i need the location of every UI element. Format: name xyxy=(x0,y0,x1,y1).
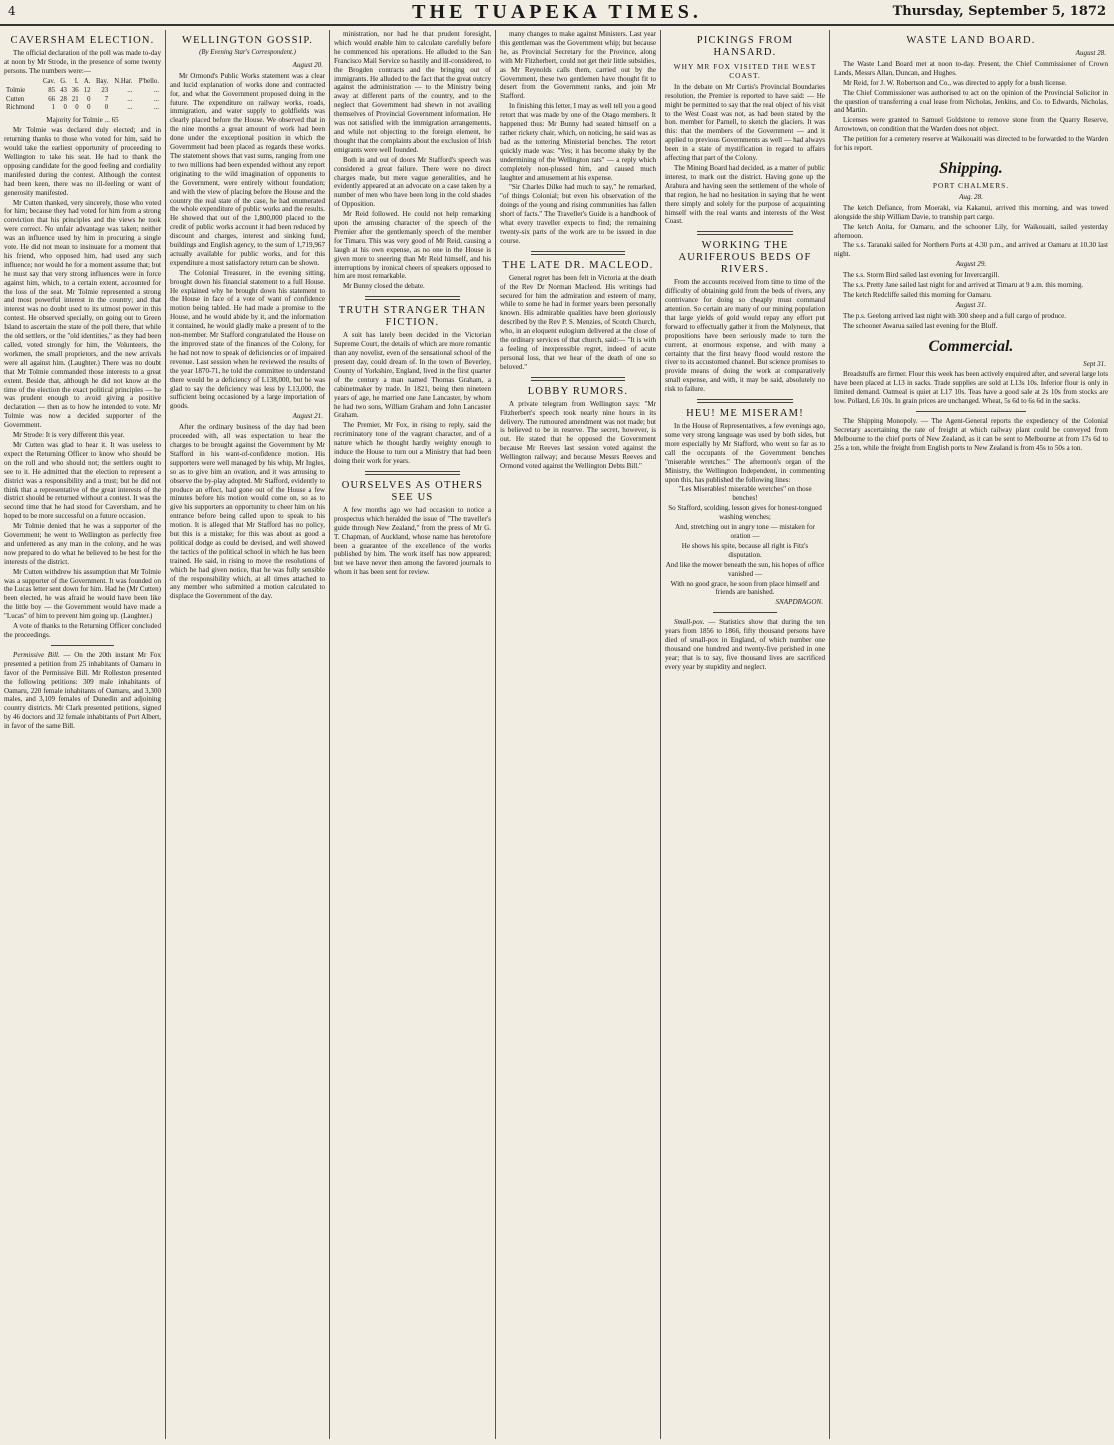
article-paragraph: The Waste Land Board met at noon to-day. Present, the Chief Commissioner of Crown Lands, Messrs Allan, Duncan, and Hughes. xyxy=(834,59,1108,77)
article-paragraph: After the ordinary business of the day had been proceeded with, all was expectation to hear the charges to be brought against the Government by Mr Stafford in his want-of-confidence motion. His supporters were well managed by his whip, Mr Ingles, so as to give him an ovation, and it was amusing to observe the by-play adopted. Mr Stafford, evidently to produce an effect, had gone out of the House a few minutes before his motion would come on, so as to give his supporters an opportunity to cheer him on his entrance before being called upon to speak to his motion. It is alleged that Mr Stafford has no policy, but this is a mistake; for this was about as good a political dodge as could be devised, and well showed the tactics of the political school in which he has been trained. He said, in rising to move the resolutions of which he had given notice, that he was fully sensible of the responsibility which, at all times attached to any member who submitted a motion calculated to displace the Government of the day. xyxy=(170,423,325,601)
article-paragraph: The ketch Anita, for Oamaru, and the schooner Lily, for Waikouaiti, sailed yesterday afternoon. xyxy=(834,222,1108,240)
permissive-bill-paragraph: Permissive Bill. — On the 20th instant Mr Fox presented a petition from 25 inhabitants of Oamaru in favor of the Permissive Bill. Mr Rolleston presented the following petitions: 309 male inhabitants of Oamaru, 220 female inhabitants of Oamaru, and 3,300 males, and 3,109 females of Dunedin and adjoining country districts. Mr Clark presented petitions, signed by 46 doctors and 32 female inhabitants of Port Albert, in favor of the same Bill. xyxy=(4,650,161,731)
article-paragraph: The s.s. Taranaki sailed for Northern Ports at 4.30 p.m., and arrived at Oamaru at 10.30 last night. xyxy=(834,241,1108,259)
truth-stranger-heading: TRUTH STRANGER THAN FICTION. xyxy=(338,305,487,329)
column-5 xyxy=(665,30,825,1439)
pickings-subheading: WHY MR FOX VISITED THE WEST COAST. xyxy=(673,62,817,80)
dateline: August 20. xyxy=(292,60,323,69)
article-paragraph: Mr Tolmie denied that he was a supporter of the Government; he went to Wellington as perfectly free and unfettered as any man in the colony, and he was now prepared to do what he believed to be best for the interests of the district. xyxy=(4,522,161,566)
dateline: August 29. xyxy=(955,260,987,269)
signature: SNAPDRAGON. xyxy=(775,598,823,607)
divider xyxy=(51,645,114,646)
poll-row-tolmie: Tolmie 85 43 36 12 23 ... ... xyxy=(6,86,159,94)
article-paragraph: The s.s. Storm Bird sailed last evening for Invercargill. xyxy=(843,271,1000,280)
poem-line: So Stafford, scolding, lesson gives for honest-tongued washing wenches; xyxy=(668,504,822,522)
caversham-heading: CAVERSHAM ELECTION. xyxy=(10,35,155,46)
article-paragraph: The s.s. Pretty Jane sailed last night for and arrived at Timaru at 9 a.m. this morning. xyxy=(843,281,1084,290)
divider xyxy=(531,377,625,381)
column-rule xyxy=(829,30,830,1439)
article-paragraph: Mr Cutten withdrew his assumption that Mr Tolmie was a supporter of the Government. It was founded on the Lucas letter sent down for him. Had he (Mr Cutten) been elected, he was afraid he would have been like the little boy — the Government would have made a "Lucas" of him to prevent him going up. (Laughter.) xyxy=(4,567,161,621)
smallpox-paragraph: Small-pox. — Statistics show that during the ten years from 1856 to 1866, fifty thousand persons have died of small-pox in England, of which number one thousand one hundred and twenty-five perished in one year; that is to say, five thousand lives are sacrificed every year by stupidity and neglect. xyxy=(665,618,825,671)
poll-table xyxy=(4,78,161,114)
article-paragraph: Both in and out of doors Mr Stafford's speech was considered a great failure. There were no direct charges made, but mere vague generalities, and he evidently appeared at an advocate on a case taken by a number of men who have been long in the cold shades of Opposition. xyxy=(334,155,491,209)
poem-line: And, stretching out in angry tone — mistaken for oration — xyxy=(674,523,816,540)
article-paragraph: The petition for a cemetery reserve at Waikouaiti was directed to be forwarded to the Warden for his report. xyxy=(834,135,1108,153)
page-number: 4 xyxy=(8,4,16,18)
article-paragraph: The Mining Board had decided, as a matter of public interest, to mark out the district. Having gone up the Arahura and having seen the settlement of the whole of that region, he had no hesitation in saying that he went there simply and solely for the purpose of acquainting himself with the real wants and interests of the West Coast. xyxy=(665,163,825,226)
ourselves-heading: OURSELVES AS OTHERS SEE US xyxy=(341,479,484,503)
poll-row-richmond: Richmond 1 0 0 0 0 ... ... xyxy=(6,104,159,112)
article-paragraph: "Sir Charles Dilke had much to say," he remarked, "of things Colonial; but even his observation of the doings of the young and rising communities has fallen short of facts." The Traveller's Guide is a handbook of what every traveller expects to find; the remaining twenty-six parts of the work are to be issued in due course. xyxy=(500,183,656,245)
dateline: Sept 31. xyxy=(1083,359,1106,368)
poem-line: With no good grace, he soon from place himself and friends are banished. xyxy=(670,579,820,597)
article-paragraph: The schooner Awarua sailed last evening for the Bluff. xyxy=(843,321,998,330)
dateline: August 31. xyxy=(955,300,987,309)
commercial-heading: Commercial. xyxy=(928,337,1014,355)
article-paragraph: Mr Reid followed. He could not help remarking upon the amusing character of the speech of the Premier after the gentlemanly speech of the member for Timaru. This was very good of Mr Reid, causing a laugh at his own expense, as no one in the House is given more to sneering than Mr Reid himself, and his interruptions by ironical cheers of speakers opposed to him are most remarkable. xyxy=(334,210,491,281)
column-3 xyxy=(334,30,491,1439)
newspaper-title: THE TUAPEKA TIMES. xyxy=(412,1,702,23)
divider xyxy=(713,612,777,613)
column-rule xyxy=(329,30,330,1439)
article-paragraph: The Chief Commissioner was authorised to act on the opinion of the Provincial Solicitor in the question of transferring a coal lease from Nicholas, Jenkins, and Co. to Edwards, Nicholas, and Martin. xyxy=(834,88,1108,115)
divider xyxy=(531,251,625,255)
article-paragraph: In finishing this letter, I may as well tell you a good retort that was made by one of the Otago members. It happened thus: Mr Bunny had seated himself on a rather rickety chair, which, on noticing, he said was as bad as the tottering Ministerial benches. The retort quickly made was: "Yes; it has become shaky by the undermining of the Wellington rats" — a reply which completely non-plussed him, and caused much laughter and amusement at his expense. xyxy=(500,102,656,182)
poem-line: "Les Miserables! miserable wretches" on those benches! xyxy=(678,485,812,503)
article-paragraph: From the accounts received from time to time of the difficulty of obtaining gold from the beds of rivers, any contrivance for doing so cheaply must command attention. So certain are many of our mining population that large yields of gold would repay any effort put forward to effectually gather it from the Molyneux, that propositions have been seriously made to turn the current, at enormous expense, and with many a certainty that the first heavy flood would restore the river to its accustomed channel. But science promises to provide means of doing the work at comparatively small expense, and with, it may be said, absolutely no risk to failure. xyxy=(665,278,825,394)
poll-row-cutten: Cutten 66 28 21 0 7 ... ... xyxy=(6,95,159,103)
article-paragraph: Mr Tolmie was declared duly elected; and in returning thanks to those who voted for him, said he would take the earliest opportunity of proceeding to Wellington to take his seat. He had to thank the opposing candidate for the good feeling and cordiality manifested during the contest. Although the contest had been keen, there was no ill-feeling or want of generosity manifested. xyxy=(4,126,161,197)
article-paragraph: General regret has been felt in Victoria at the death of the Rev Dr Norman Macleod. His writings had secured for him the admiration and esteem of many, while to some he had in former years been personally known. His admirable qualities have been gloriously described by the Rev P. S. Menzies, of Scotch Church, who, in an eloquent eulogium delivered at the close of the ordinary services of that church, said:— "It is with a feeling of inexpressible regret, indeed of acute personal loss, that we hear of the death of one so beloved." xyxy=(500,273,656,371)
article-paragraph: In the debate on Mr Curtis's Provincial Boundaries resolution, the Premier is reported to have said: — He might be permitted to say that the real object of his visit to the West Coast was not, as had been stated by the hon. member for Parnell, to sketch the glaciers. It was this: that the members of the Government — and it applied to previous Governments as well — had always been in a state of mystification in regard to affairs affecting that part of the Colony. xyxy=(665,82,825,163)
column-2 xyxy=(170,30,325,1439)
article-paragraph: In the House of Representatives, a few evenings ago, some very strong language was used by both sides, but more especially by Mr Stafford, who went so far as to call the occupants of the Government benches "miserable wretches." The afternoon's organ of the Ministry, the Wellington Independent, in commenting upon this, has published the following lines: xyxy=(665,422,825,484)
working-auriferous-heading: WORKING THE AURIFEROUS BEDS OF RIVERS. xyxy=(678,240,812,276)
article-paragraph: A suit has lately been decided in the Victorian Supreme Court, the details of which are more romantic than any novelist, even of the sensational school of the present day, could dream of. In the town of Beverley, County of Yorkshire, England, lived in the first quarter of the century a man named Thomas Graham, a cabinetmaker by trade. In 1821, being then nineteen years of age, he married one Jane Lancaster, by whom he had two sons, William Graham and John Lancaster Graham. xyxy=(334,331,491,420)
article-paragraph: The Premier, Mr Fox, in rising to reply, said the recriminatory tone of the vagrant character, and of a nature which he thought hardly weighty enough to induce the House to turn out a Ministry that had been doing their work for years. xyxy=(334,421,491,465)
article-paragraph: The p.s. Geelong arrived last night with 300 sheep and a full cargo of produce. xyxy=(843,311,1067,320)
port-chalmers-heading: PORT CHALMERS. xyxy=(932,180,1010,190)
heu-me-miseram-heading: HEU! ME MISERAM! xyxy=(686,408,804,420)
masthead xyxy=(0,0,1114,26)
poem-line: He shows his spite, because all right is Fitz's disputation. xyxy=(681,541,809,559)
macleod-heading: THE LATE DR. MACLEOD. xyxy=(502,259,654,271)
article-paragraph: A vote of thanks to the Returning Officer concluded the proceedings. xyxy=(4,622,161,639)
article-paragraph: Mr Reid, for J. W. Robertson and Co., was directed to apply for a bush license. xyxy=(843,78,1067,87)
byline: (By Evening Star's Correspondent.) xyxy=(199,49,296,56)
article-paragraph: Mr Strode: It is very different this year. xyxy=(13,431,125,440)
column-rule xyxy=(660,30,661,1439)
article-paragraph: Mr Ormond's Public Works statement was a clear and lucid explanation of works done and contracted for, and what the Government proposed doing in the future. The expenditure on railway works, roads, immigration, and water supply to goldfields was clearly placed before the House. We observed that in the nine months a great amount of work had been done under the exceptional position in which the Government had been placed as regards these works. The statement shows that vast sums, ranging from one to two millions had been expended without any report originating to the wild imagination of opponents to the Government, were entirely without foundation; and with the view of placing before the House and the country the real state of the case, he had enumerated the whole expenditure of public works and the results. He showed that out of the 1,800,000 placed to the credit of public works account it had been reduced by discount and charges, interest and sinking fund, buildings and English agency, to the sum of 1,719,967 actually available for public works, and for this expenditure a most satisfactory return can be shown. xyxy=(170,71,325,267)
article-paragraph: A few months ago we had occasion to notice a prospectus which heralded the issue of "The traveller's guide through New Zealand," from the press of Mr G. T. Chapman, of Auckland, whose name has heretofore been a guarantee of the excellence of the works published by him. The work itself has now appeared; but we have never then among the favored journals to whom it has been sent for review. xyxy=(334,505,491,577)
article-paragraph: Mr Cutten thanked, very sincerely, those who voted for him; because they had voted for him from a strong conviction that his principles and the views he took were correct. No unfair advantage was taken; neither was an influence used by him in procuring a single vote. He did not mean to insinuate for a moment that his friend, who opposed him, had used any such influence; nor would he for a moment assume that; but he must say that very strong influences were in force against him, which, to a certain extent, accounted for the loss of the seat. Mr Tolmie represented a strong and most powerful interest in the country; and that interest was no doubt used to its utmost power in this contest. He observed specially, on going out to Green Island to ascertain the state of the poll there, that while the old settlers, or the "old identities," as they had been called, voted strongly for him, the Volunteers, the workmen, the small proprietors, and the new arrivals were all against him. (Laughter.) There was no doubt that Mr Tolmie commanded those interests to a great extent. Beside that, although he did not know at the time of the election the exact political principles — he was prudent enough to avoid giving a positive declaration — then as to how he intended to vote. Mr Tolmie was now a decided supporter of the Government. xyxy=(4,198,161,430)
dateline: Aug. 28. xyxy=(959,192,983,201)
runin-title: Small-pox. xyxy=(674,618,705,627)
wellington-gossip-heading: WELLINGTON GOSSIP. xyxy=(181,35,314,46)
article-paragraph: ministration, nor had he that prudent foresight, which would enable him to calculate carefully before he commenced his operations. He alluded to the San Francisco Mail Service so hastily and ill-considered, to the Brogden contracts and the bringing out of immigrants. He alluded to the fact that the great outcry against the administration — to the Ministry being away at different parts of the country, and to the neglect that Government had shewn in not availing themselves of Provincial Government information. He was not satisfied with the immigration arrangements, and while not objecting to the foreign element, he thought that the complaints about the exclusion of Irish emigrants were well founded. xyxy=(334,30,491,154)
caversham-intro: The official declaration of the poll was made to-day at noon by Mr Strode, in the presence of some twenty persons. The numbers were:— xyxy=(4,49,161,75)
divider xyxy=(916,411,1026,412)
poem-line: And like the mower beneath the sun, his hopes of office vanished — xyxy=(665,560,825,578)
divider xyxy=(697,231,793,235)
dateline: August 21. xyxy=(292,412,323,421)
article-paragraph: The Colonial Treasurer, in the evening sitting, brought down his financial statement to a full House. He explained why he brought down his statement to the House in face of a vote of want of confidence motion being tabled. He had made a promise to the House, and he would abide by it, and the information it contained, he would gladly make a present of to the non-member. Mr Stafford congratulated the House on the improved state of the finances of the Colony, for he had not now to speak of deficiencies or of impaired revenue. Last session when he reviewed the results of the year 1870-71, he told the committee to understand there would be a deficiency of L138,000, but he was glad to say the deficiency was less by L13,000, the sufficient being occasioned by a large importation of goods. xyxy=(170,268,325,411)
article-paragraph: Licenses were granted to Samuel Goldstone to remove stone from the Quarry Reserve, Arrowtown, on condition that the Warden does not object. xyxy=(834,116,1108,134)
column-rule xyxy=(165,30,166,1439)
runin-title: Permissive Bill. xyxy=(13,650,60,659)
lobby-rumors-heading: LOBBY RUMORS. xyxy=(527,385,629,397)
issue-date: Thursday, September 5, 1872 xyxy=(892,4,1106,19)
article-paragraph: The ketch Redcliffe sailed this morning for Oamaru. xyxy=(843,290,992,299)
shipping-heading: Shipping. xyxy=(939,159,1003,177)
column-1 xyxy=(4,30,161,1439)
article-paragraph: Mr Cutten was glad to hear it. It was useless to expect the Returning Officer to know who should be on the roll and who should not; the settlers ought to see to it. He admitted that the election to represent a district was a responsibility and a trust; but he did not think that a representative of the great interests of the district should be returned without a contest. It was the second time that he had stood for Caversham, and he hoped to be more successful on a future occasion. xyxy=(4,440,161,521)
majority-line: Majority for Tolmie ... 65 xyxy=(46,116,119,125)
pickings-heading: PICKINGS FROM HANSARD. xyxy=(696,35,794,58)
divider xyxy=(365,296,459,300)
divider xyxy=(365,471,459,475)
column-4 xyxy=(500,30,656,1439)
divider xyxy=(697,399,793,403)
article-paragraph: Mr Bunny closed the debate. xyxy=(343,282,425,291)
waste-land-board-heading: WASTE LAND BOARD. xyxy=(906,35,1036,46)
article-paragraph: Breadstuffs are firmer. Flour this week has been actively enquired after, and several large lots have been placed at L13 in sacks. Trade supplies are sold at L13s 10s. Inferior flour is only in limited demand. Oatmeal is quiet at L17 10s. Teas have a good sale at 2s 10s from stocks are low. Pollard, L6 10s. In grain prices are unchanged. Wheat, 5s 6d to 6s 6d in the sacks. xyxy=(834,370,1108,406)
column-rule xyxy=(495,30,496,1439)
article-paragraph: The Shipping Monopoly. — The Agent-General reports the expediency of the Colonial Secretary ascertaining the rate of freight at which railway plant could be conveyed from Melbourne to the chief ports of New Zealand, as it can be sent to Melbourne at from 17s 6d to 25s a ton, while the freight from English ports to New Zealand is from 45s to 50s a ton. xyxy=(834,417,1108,452)
column-6 xyxy=(834,30,1108,1439)
article-paragraph: A private telegram from Wellington says: "Mr Fitzherbert's speech took nearly nine hours in its delivery. The rumoured amendment was not made; but is believed to be in reserve. The secret, however, is out. He stated that he opposed the Government because Mr Reeves last session voted against the Wellington railway; and because Messrs Reeves and Ormond voted against the Wellington Debts Bill." xyxy=(500,399,656,471)
article-paragraph: The ketch Defiance, from Moeraki, via Kakanui, arrived this morning, and was towed alongside the ship William Davie, to tranship part cargo. xyxy=(834,203,1108,221)
poll-header-row: Cav. G. I. A. Bay. N.Har. P'bello. xyxy=(42,77,159,85)
dateline: August 28. xyxy=(1075,49,1106,57)
article-paragraph: many changes to make against Ministers. Last year this gentleman was the Government whip; but because he, as Provincial Secretary for the Province, along with Mr Fitzherbert, could not get their little subsidies, as Mr Reynolds calls them, carried out by the Government, these two gentlemen have thought fit to desert from the Government ranks, and join Mr Stafford. xyxy=(500,30,656,101)
